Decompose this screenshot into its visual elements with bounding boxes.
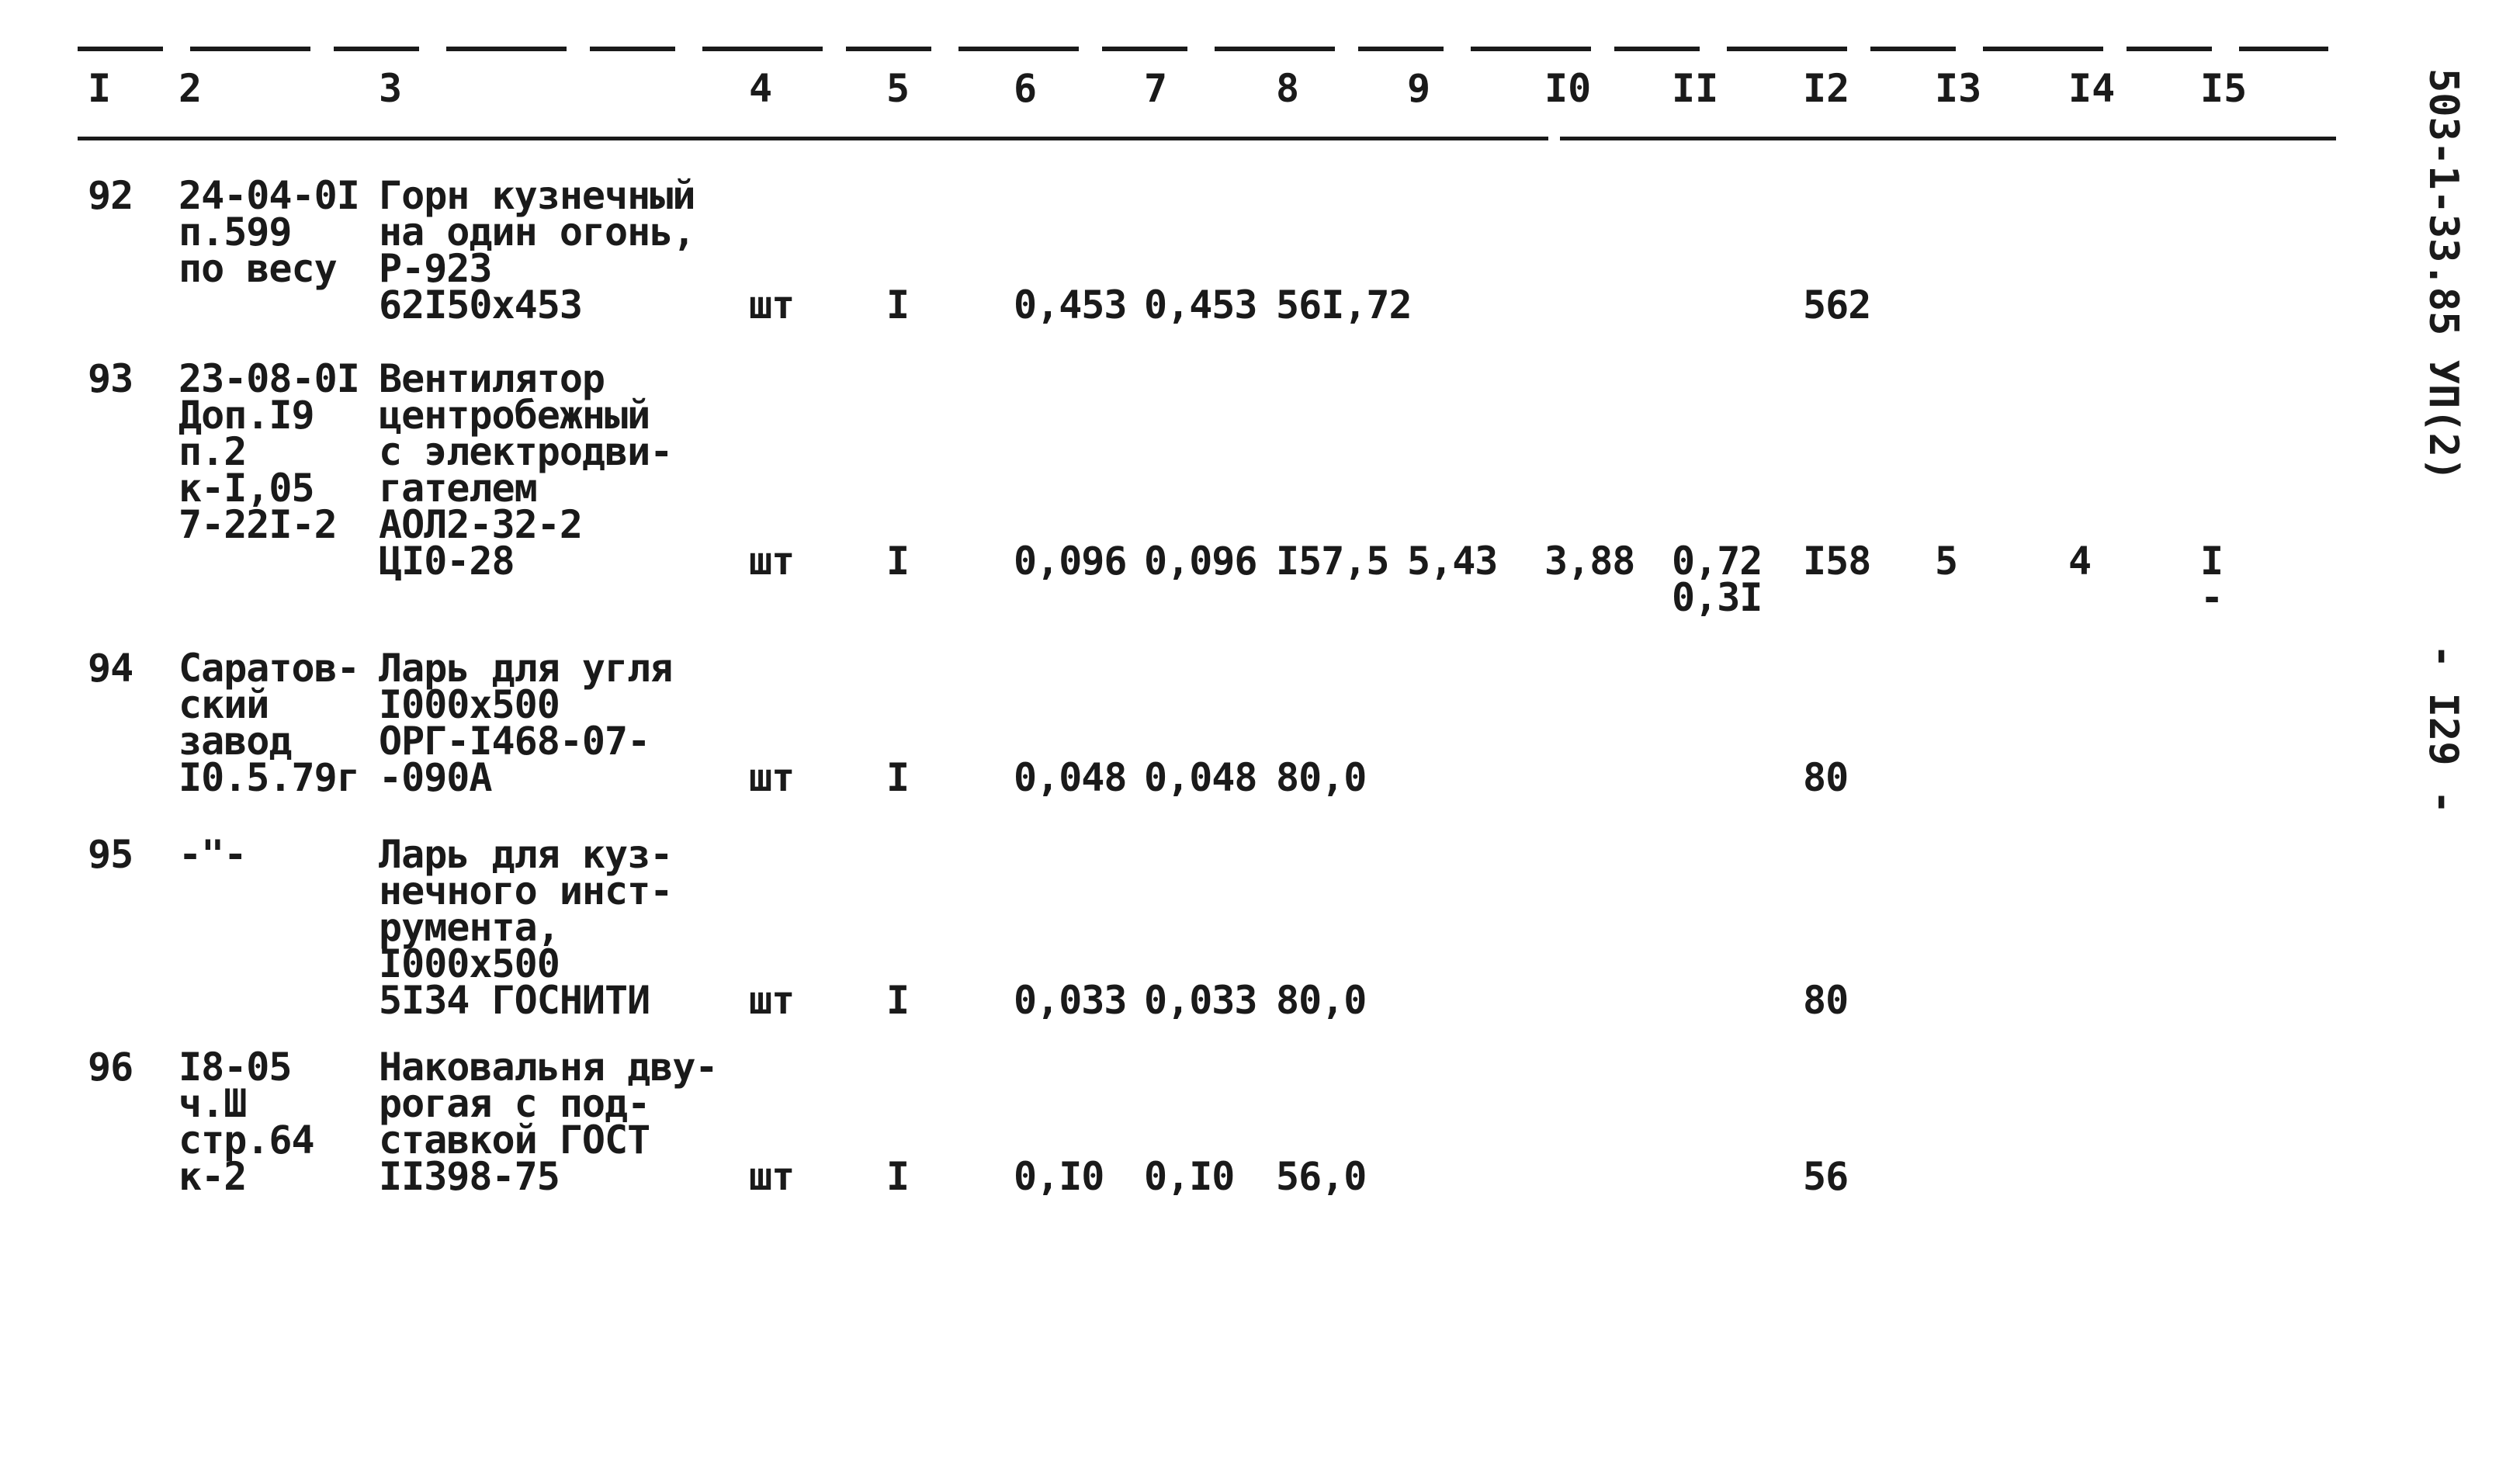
col-15: I - (2200, 539, 2224, 620)
col-8: 56I,72 (1276, 282, 1412, 328)
unit: шт (749, 282, 795, 328)
col-7: 0,096 (1144, 539, 1257, 584)
document-code-vertical: 503-1-33.85 УП(2) (2420, 68, 2466, 482)
quantity: I (886, 282, 910, 328)
item-name: Наковальня дву- рогая с под- ставкой ГОСТ II398-75 (379, 1045, 718, 1199)
col-6: 0,033 (1014, 978, 1127, 1023)
column-header-12: I2 (1803, 66, 1850, 111)
item-name: Вентилятор центробежный с электродви- гателем АОЛ2-32-2 ЦI0-28 (379, 356, 673, 584)
col-7: 0,I0 (1144, 1154, 1235, 1199)
row-number: 92 (88, 173, 133, 218)
row-number: 94 (88, 646, 133, 691)
col-6: 0,096 (1014, 539, 1127, 584)
column-header-1: I (88, 66, 112, 111)
norm-code: 23-08-0I Доп.I9 п.2 к-I,05 7-22I-2 (179, 356, 359, 547)
col-12: 80 (1803, 978, 1849, 1023)
col-8: 80,0 (1276, 978, 1367, 1023)
col-14: 4 (2068, 539, 2092, 584)
header-rule-left (78, 137, 1548, 140)
unit: шт (749, 755, 795, 800)
page-number-vertical: - I29 - (2420, 644, 2466, 815)
col-13: 5 (1935, 539, 1958, 584)
col-7: 0,048 (1144, 755, 1257, 800)
quantity: I (886, 539, 910, 584)
col-11: 0,72 0,3I (1672, 539, 1763, 620)
col-12: 80 (1803, 755, 1849, 800)
item-name: Горн кузнечный на один огонь, Р-923 62I50x453 (379, 173, 695, 328)
norm-code: I8-05 ч.Ш стр.64 к-2 (179, 1045, 314, 1199)
col-12: 562 (1803, 282, 1871, 328)
row-number: 96 (88, 1045, 133, 1090)
top-rule (78, 47, 2328, 51)
column-header-9: 9 (1407, 66, 1431, 111)
row-number: 93 (88, 356, 133, 401)
norm-code: Саратов- ский завод I0.5.79г (179, 646, 359, 800)
unit: шт (749, 1154, 795, 1199)
column-header-7: 7 (1144, 66, 1168, 111)
quantity: I (886, 755, 910, 800)
norm-code: -"- (179, 832, 247, 877)
col-9: 5,43 (1407, 539, 1498, 584)
col-8: I57,5 (1276, 539, 1389, 584)
item-name: Ларь для куз- нечного инст- румента, I000x500 5I34 ГОСНИТИ (379, 832, 673, 1023)
quantity: I (886, 1154, 910, 1199)
column-header-2: 2 (179, 66, 203, 111)
col-6: 0,I0 (1014, 1154, 1104, 1199)
col-10: 3,88 (1544, 539, 1635, 584)
column-header-11: II (1672, 66, 1719, 111)
col-7: 0,453 (1144, 282, 1257, 328)
col-8: 80,0 (1276, 755, 1367, 800)
quantity: I (886, 978, 910, 1023)
col-6: 0,453 (1014, 282, 1127, 328)
column-header-15: I5 (2200, 66, 2248, 111)
column-header-8: 8 (1276, 66, 1300, 111)
column-header-13: I3 (1935, 66, 1982, 111)
col-8: 56,0 (1276, 1154, 1367, 1199)
column-header-5: 5 (886, 66, 910, 111)
item-name: Ларь для угля I000x500 ОРГ-I468-07- -090А (379, 646, 673, 800)
col-7: 0,033 (1144, 978, 1257, 1023)
column-header-14: I4 (2068, 66, 2116, 111)
unit: шт (749, 978, 795, 1023)
column-header-3: 3 (379, 66, 403, 111)
col-6: 0,048 (1014, 755, 1127, 800)
unit: шт (749, 539, 795, 584)
header-rule-right (1560, 137, 2336, 140)
col-12: 56 (1803, 1154, 1849, 1199)
norm-code: 24-04-0I п.599 по весу (179, 173, 359, 291)
column-header-10: I0 (1544, 66, 1592, 111)
col-12: I58 (1803, 539, 1871, 584)
column-header-4: 4 (749, 66, 773, 111)
column-header-6: 6 (1014, 66, 1038, 111)
row-number: 95 (88, 832, 133, 877)
